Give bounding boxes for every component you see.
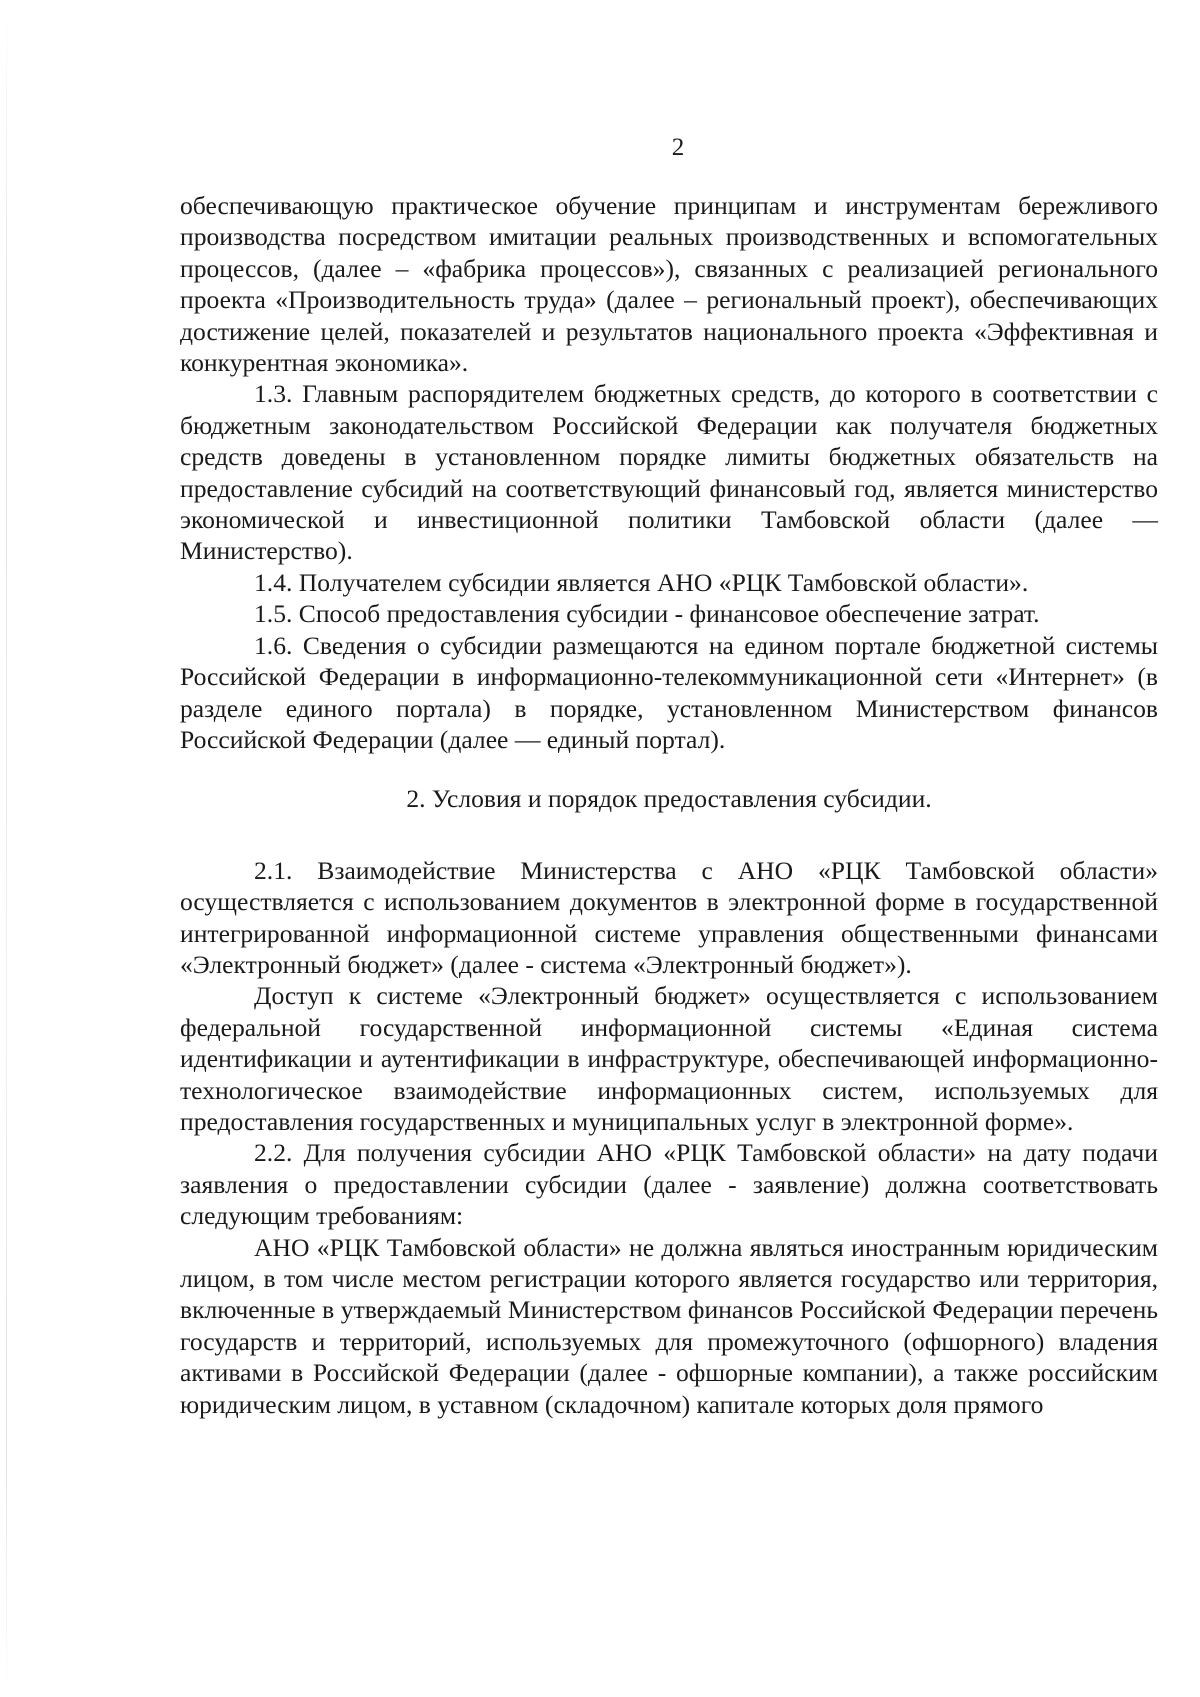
document-body	[180, 190, 1158, 1420]
paragraph-offshore: АНО «РЦК Тамбовской области» не должна являться иностранным юридическим лицом, в том числе местом регистрации которого является государство или территория, включенные в утверждаемый Министерством финансов Российской Федерации перечень государств и территорий, используемых для промежуточного (офшорного) владения активами в Российской Федерации (далее - офшорные компании), а также российским юридическим лицом, в уставном (складочном) капитале которых доля прямого	[180, 1232, 1158, 1419]
section-heading: 2. Условия и порядок предоставления субсидии.	[406, 784, 932, 814]
paragraph-2-1: 2.1. Взаимодействие Министерства с АНО «РЦК Тамбовской области» осуществляется с использованием документов в электронной форме в государственной интегрированной информационной системе управления общественными финансами «Электронный бюджет» (далее - система «Электронный бюджет»).	[180, 855, 1158, 979]
paragraph-1-6: 1.6. Сведения о субсидии размещаются на едином портале бюджетной системы Российской Федерации в информационно-телекоммуникационной сети «Интернет» (в разделе единого портала) в порядке, установленном Министерством финансов Российской Федерации (далее — единый портал).	[180, 630, 1158, 754]
paragraph-intro-continuation: обеспечивающую практическое обучение принципам и инструментам бережливого производства посредством имитации реальных производственных и вспомогательных процессов, (далее – «фабрика процессов»), связанных с реализацией регионального проекта «Производительность труда» (далее – региональный проект), обеспечивающих достижение целей, показателей и результатов национального проекта «Эффективная и конкурентная экономика».	[180, 191, 1158, 378]
paragraph-1-3: 1.3. Главным распорядителем бюджетных средств, до которого в соответствии с бюджетным законодательством Российской Федерации как получателя бюджетных средств доведены в установленном порядке лимиты бюджетных обязательств на предоставление субсидий на соответствующий финансовый год, является министерство экономической и инвестиционной политики Тамбовской области (далее — Министерство).	[180, 379, 1158, 566]
paragraph-1-5: 1.5. Способ предоставления субсидии - финансовое обеспечение затрат.	[254, 599, 1040, 629]
paragraph-2-2: 2.2. Для получения субсидии АНО «РЦК Тамбовской области» на дату подачи заявления о предоставлении субсидии (далее - заявление) должна соответствовать следующим требованиям:	[180, 1138, 1158, 1231]
scan-edge-line	[6, 0, 7, 1697]
paragraph-1-4: 1.4. Получателем субсидии является АНО «РЦК Тамбовской области».	[254, 567, 1029, 597]
page-number: 2	[671, 134, 685, 161]
paragraph-access: Доступ к системе «Электронный бюджет» осуществляется с использованием федеральной государственной информационной системы «Единая система идентификации и аутентификации в инфраструктуре, обеспечивающей информационно-технологическое взаимодействие информационных систем, используемых для предоставления государственных и муниципальных услуг в электронной форме».	[180, 981, 1158, 1136]
